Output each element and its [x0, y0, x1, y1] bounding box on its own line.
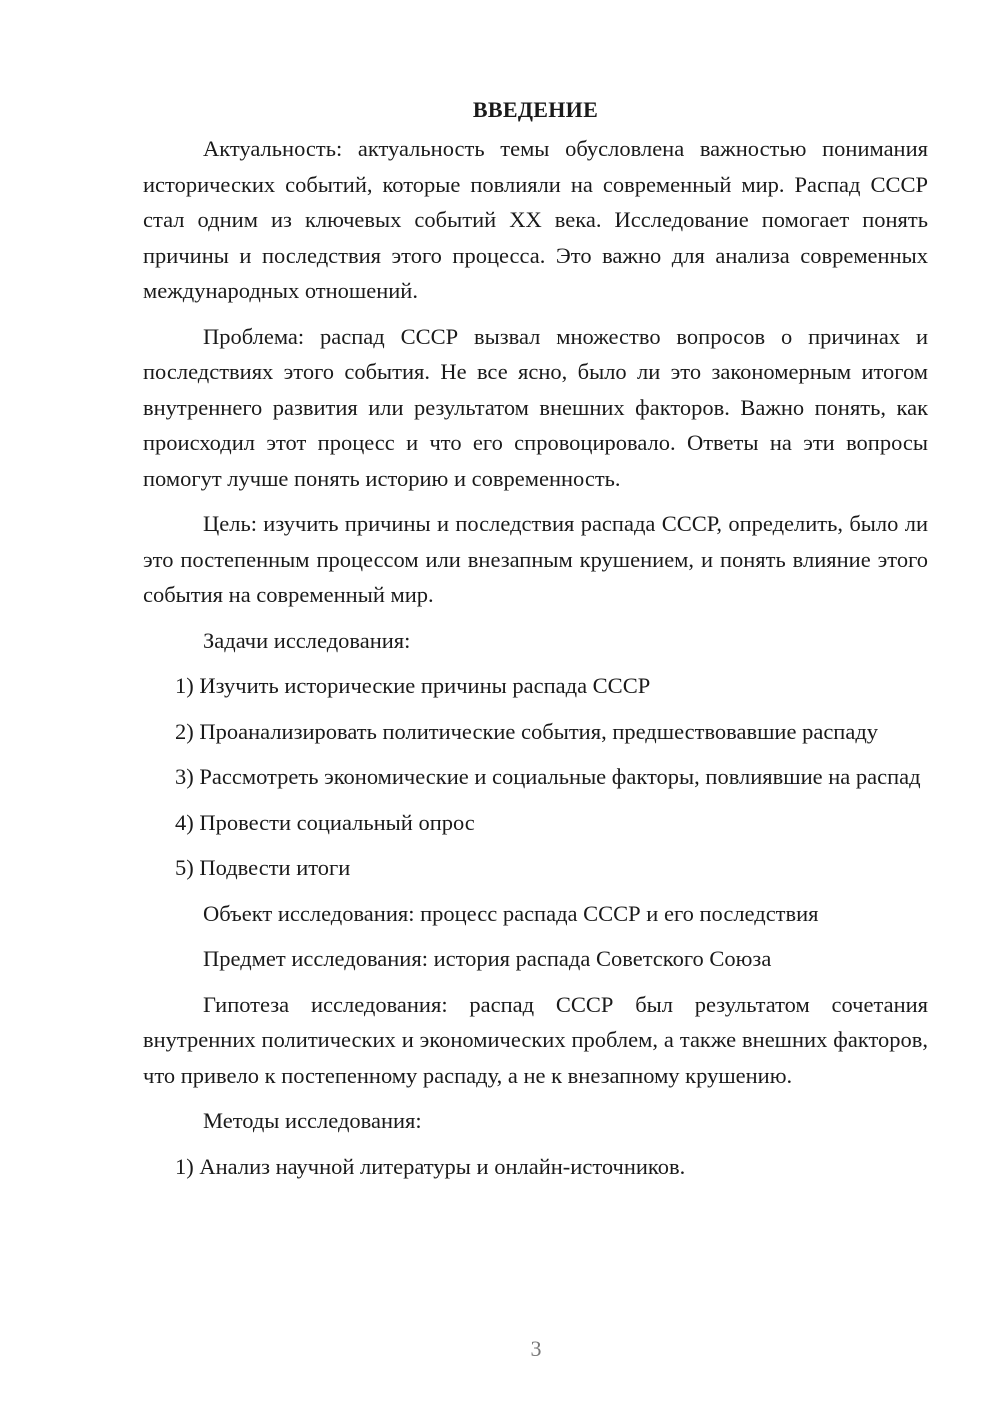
- task-item: 1) Изучить исторические причины распада СССР: [175, 673, 651, 698]
- page-title: ВВЕДЕНИЕ: [472, 97, 599, 122]
- problem-paragraph: Проблема: распад СССР вызвал множество вопросов о причинах и последствиях этого события. Не все ясно, было ли это закономерным итогом внутреннего развития или результатом внешних факторов. Важно понять, как происходил этот процесс и что его спровоцировало. Ответы на эти вопросы помогут лучше понять историю и современность.: [143, 323, 928, 491]
- task-item: 4) Провести социальный опрос: [175, 809, 475, 835]
- task-item: 5) Подвести итоги: [175, 855, 351, 880]
- tasks-heading: Задачи исследования:: [203, 627, 411, 653]
- page-content: [143, 93, 928, 1194]
- methods-heading: Методы исследования:: [203, 1108, 422, 1133]
- relevance-paragraph: Актуальность: актуальность темы обусловлена важностью понимания исторических событий, которые повлияли на современный мир. Распад СССР стал одним из ключевых событий XX века. Исследование помогает понять причины и последствия этого процесса. Это важно для анализа современных международных отношений.: [143, 136, 928, 303]
- goal-paragraph: Цель: изучить причины и последствия распада СССР, определить, было ли это постепенным процессом или внезапным крушением, и понять влияние этого события на современный мир.: [143, 511, 928, 607]
- page-number: 3: [530, 1336, 542, 1361]
- research-object: Объект исследования: процесс распада СССР и его последствия: [203, 900, 819, 926]
- task-item: 2) Проанализировать политические события, предшествовавшие распаду: [175, 718, 879, 744]
- research-subject: Предмет исследования: история распада Советского Союза: [203, 946, 772, 971]
- task-item: 3) Рассмотреть экономические и социальные факторы, повлиявшие на распад: [175, 764, 921, 789]
- method-item: 1) Анализ научной литературы и онлайн-источников.: [175, 1153, 686, 1179]
- research-hypothesis: Гипотеза исследования: распад СССР был результатом сочетания внутренних политических и экономических проблем, а также внешних факторов, что привело к постепенному распаду, а не к внезапному крушению.: [143, 991, 928, 1088]
